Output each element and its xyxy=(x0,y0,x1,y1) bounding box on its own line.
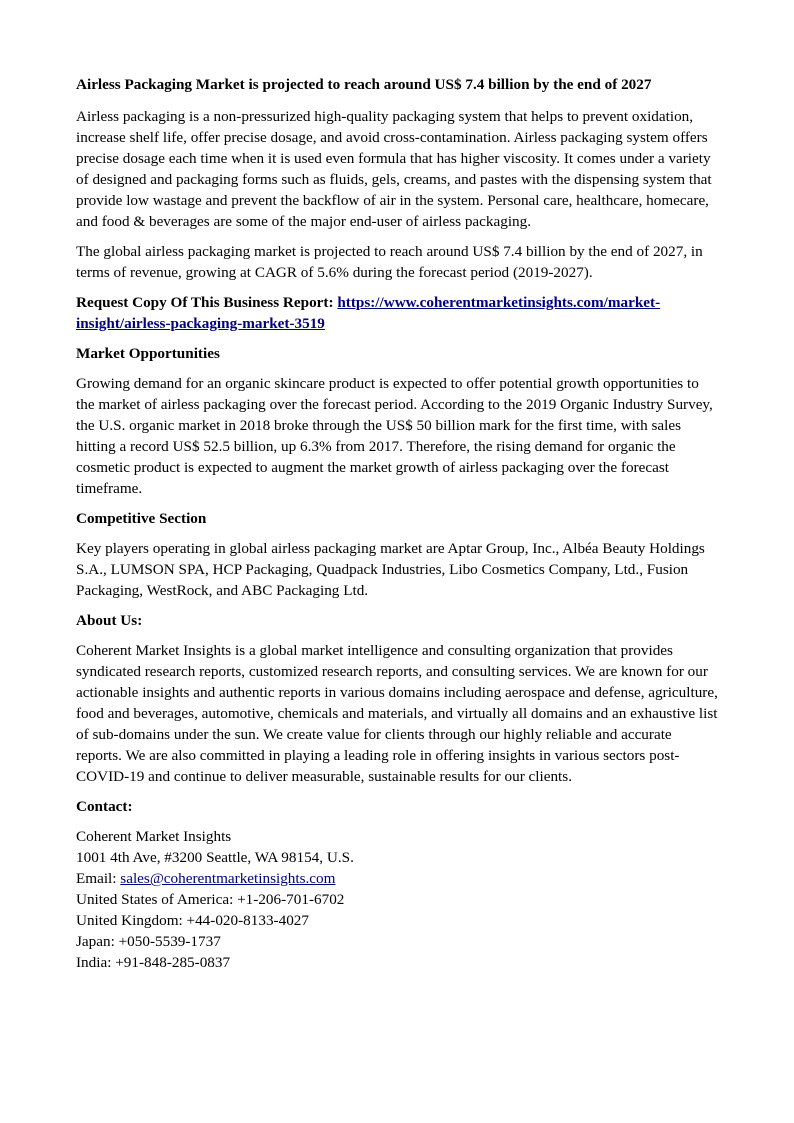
contact-email-label: Email: xyxy=(76,870,121,887)
contact-address: 1001 4th Ave, #3200 Seattle, WA 98154, U.S. xyxy=(76,849,354,866)
email-link[interactable]: sales@coherentmarketinsights.com xyxy=(120,870,336,887)
about-paragraph: Coherent Market Insights is a global market intelligence and consulting organization that provides syndicated research reports, customized research reports, and consulting services. We are known for our actionable insights and authentic reports in various domains including aerospace and defense, agriculture, food and beverages, automotive, chemicals and materials, and virtually all domains and an exhaustive list of sub-domains under the sun. We create value for clients through our highly reliable and accurate reports. We are also committed in playing a leading role in offering insights in various sectors post-COVID-19 and continue to deliver measurable, sustainable results for our clients. xyxy=(76,642,718,785)
contact-company: Coherent Market Insights xyxy=(76,828,232,845)
request-copy-label: Request Copy Of This Business Report: xyxy=(76,294,338,311)
competitive-heading: Competitive Section xyxy=(76,510,207,527)
contact-phone-uk: United Kingdom: +44-020-8133-4027 xyxy=(76,912,309,929)
report-link[interactable]: https://www.coherentmarketinsights.com/market-insight/airless-packaging-market-3519 xyxy=(76,294,661,332)
intro-paragraph: Airless packaging is a non-pressurized high-quality packaging system that helps to prevent oxidation, increase shelf life, offer precise dosage, and avoid cross-contamination. Airless packaging system offers precise dosage each time when it is used even formula that has higher viscosity. It comes under a variety of designed and packaging forms such as fluids, gels, creams, and pastes with the dispensing system that provide low wastage and prevent the backflow of air in the system. Personal care, healthcare, homecare, and food & beverages are some of the major end-user of airless packaging. xyxy=(76,108,712,230)
contact-block xyxy=(76,826,720,973)
contact-phone-usa: United States of America: +1-206-701-6702 xyxy=(76,891,345,908)
document-page xyxy=(76,74,720,973)
opportunities-paragraph: Growing demand for an organic skincare product is expected to offer potential growth opportunities to the market of airless packaging over the forecast period. According to the 2019 Organic Industry Survey, the U.S. organic market in 2018 broke through the US$ 50 billion mark for the first time, with sales hitting a record US$ 52.5 billion, up 6.3% from 2017. Therefore, the rising demand for organic the cosmetic product is expected to augment the market growth of airless packaging over the forecast timeframe. xyxy=(76,375,713,497)
request-copy-line xyxy=(76,292,720,334)
contact-email-line xyxy=(76,868,720,889)
market-paragraph: The global airless packaging market is projected to reach around US$ 7.4 billion by the end of 2027, in terms of revenue, growing at CAGR of 5.6% during the forecast period (2019-2027). xyxy=(76,243,703,281)
opportunities-heading: Market Opportunities xyxy=(76,345,220,362)
contact-phone-japan: Japan: +050-5539-1737 xyxy=(76,933,221,950)
contact-phone-india: India: +91-848-285-0837 xyxy=(76,954,231,971)
about-heading: About Us: xyxy=(76,612,143,629)
competitive-paragraph: Key players operating in global airless packaging market are Aptar Group, Inc., Albéa Beauty Holdings S.A., LUMSON SPA, HCP Packaging, Quadpack Industries, Libo Cosmetics Company, Ltd., Fusion Packaging, WestRock, and ABC Packaging Ltd. xyxy=(76,540,705,599)
contact-heading: Contact: xyxy=(76,798,133,815)
page-title: Airless Packaging Market is projected to reach around US$ 7.4 billion by the end of 2027 xyxy=(76,76,652,93)
